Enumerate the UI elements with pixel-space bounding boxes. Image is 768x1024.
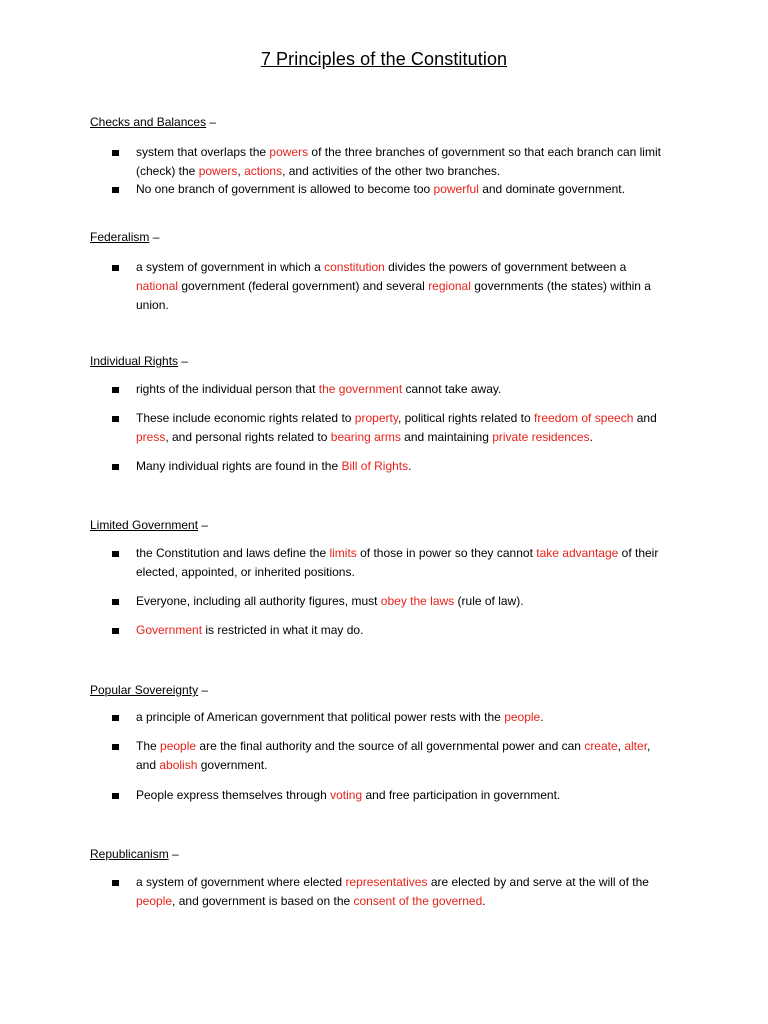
highlighted-term: powers — [269, 145, 309, 159]
bullet-text: . — [540, 710, 544, 724]
square-bullet-icon — [112, 187, 119, 193]
bullet-text: These include economic rights related to — [136, 411, 355, 425]
bullet-text: government (federal government) and several — [178, 279, 429, 293]
bullet-text: , and activities of the other two branches. — [282, 164, 501, 178]
highlighted-term: limits — [329, 546, 357, 560]
bullet-text: system that overlaps the — [136, 145, 270, 159]
section-heading — [90, 846, 690, 862]
bullet-text: , — [617, 739, 625, 753]
bullet-text: . — [408, 459, 412, 473]
bullet-text: a system of government where elected — [136, 875, 346, 889]
bullet-item — [90, 592, 668, 611]
section-heading — [90, 682, 690, 698]
square-bullet-icon — [112, 744, 119, 750]
bullet-text: rights of the individual person that — [136, 382, 319, 396]
bullet-item — [90, 786, 668, 805]
bullet-text: government. — [197, 758, 268, 772]
highlighted-term: national — [136, 279, 179, 293]
section-heading-dash: – — [206, 115, 217, 129]
bullet-item — [90, 708, 668, 727]
section-individual-rights — [90, 353, 690, 473]
highlighted-term: property — [354, 411, 398, 425]
bullet-text: are the final authority and the source of all governmental power and can — [196, 739, 585, 753]
highlighted-term: people — [136, 894, 173, 908]
page-title: 7 Principles of the Constitution — [260, 49, 508, 69]
bullet-text: . — [482, 894, 486, 908]
bullet-item — [90, 180, 668, 199]
section-heading-text: Popular Sovereignty — [90, 683, 199, 697]
highlighted-term: alter — [624, 739, 648, 753]
bullet-item — [90, 258, 668, 315]
square-bullet-icon — [112, 880, 119, 886]
section-heading-dash: – — [149, 230, 160, 244]
highlighted-term: actions — [244, 164, 283, 178]
square-bullet-icon — [112, 551, 119, 557]
bullet-text: divides the powers of government between a — [384, 260, 627, 274]
bullet-text: and dominate government. — [478, 182, 625, 196]
highlighted-term: regional — [428, 279, 471, 293]
square-bullet-icon — [112, 599, 119, 605]
highlighted-term: powers — [198, 164, 238, 178]
square-bullet-icon — [112, 464, 119, 470]
bullet-text: a system of government in which a — [136, 260, 325, 274]
section-heading-dash: – — [198, 518, 209, 532]
section-heading-dash: – — [178, 354, 189, 368]
square-bullet-icon — [112, 793, 119, 799]
section-limited-government — [90, 517, 690, 637]
highlighted-term: the government — [318, 382, 403, 396]
bullet-text: , political rights related to — [397, 411, 535, 425]
bullet-text: , and personal rights related to — [165, 430, 331, 444]
bullet-text: the Constitution and laws define the — [136, 546, 330, 560]
bullet-text: Many individual rights are found in the — [136, 459, 342, 473]
bullet-text: of the three branches of government so that each branch can limit (check) the — [136, 145, 661, 178]
bullet-text: (rule of law). — [454, 594, 524, 608]
bullet-item — [90, 621, 668, 640]
bullet-text: and — [633, 411, 657, 425]
square-bullet-icon — [112, 628, 119, 634]
bullet-text: cannot take away. — [402, 382, 502, 396]
bullet-text: are elected by and serve at the will of the — [427, 875, 649, 889]
section-popular-sovereignty — [90, 682, 690, 802]
bullet-text: , — [237, 164, 245, 178]
section-heading — [90, 114, 690, 130]
highlighted-term: people — [160, 739, 197, 753]
square-bullet-icon — [112, 715, 119, 721]
bullet-text: and maintaining — [400, 430, 493, 444]
section-heading — [90, 353, 690, 369]
bullet-text: governments (the states) within a union. — [136, 279, 651, 312]
highlighted-term: people — [504, 710, 541, 724]
highlighted-term: bearing arms — [330, 430, 401, 444]
section-heading — [90, 517, 690, 533]
bullet-item — [90, 873, 668, 911]
square-bullet-icon — [112, 416, 119, 422]
section-heading-text: Individual Rights — [90, 354, 179, 368]
highlighted-term: Government — [136, 623, 203, 637]
highlighted-term: constitution — [324, 260, 385, 274]
bullet-item — [90, 409, 668, 447]
highlighted-term: create — [584, 739, 618, 753]
bullet-text: , and — [136, 739, 651, 772]
section-heading-text: Federalism — [90, 230, 150, 244]
section-federalism — [90, 229, 690, 312]
section-heading-text: Checks and Balances — [90, 115, 207, 129]
bullet-item — [90, 457, 668, 476]
section-heading — [90, 229, 690, 245]
square-bullet-icon — [112, 150, 119, 156]
highlighted-term: obey the laws — [380, 594, 455, 608]
bullet-item — [90, 737, 668, 775]
highlighted-term: Bill of Rights — [341, 459, 409, 473]
bullet-text: People express themselves through — [136, 788, 331, 802]
bullet-text: and free participation in government. — [362, 788, 561, 802]
section-heading-dash: – — [168, 847, 179, 861]
section-heading-text: Limited Government — [90, 518, 199, 532]
bullet-text: . — [589, 430, 593, 444]
highlighted-term: freedom of speech — [534, 411, 634, 425]
section-checks-and-balances — [90, 114, 690, 196]
section-heading-dash: – — [198, 683, 209, 697]
highlighted-term: representatives — [345, 875, 428, 889]
highlighted-term: take advantage — [536, 546, 619, 560]
section-republicanism — [90, 846, 690, 908]
bullet-text: Everyone, including all authority figures, must — [136, 594, 381, 608]
square-bullet-icon — [112, 387, 119, 393]
highlighted-term: private residences — [492, 430, 590, 444]
bullet-text: No one branch of government is allowed to become too — [136, 182, 434, 196]
bullet-text: of their elected, appointed, or inherited positions. — [136, 546, 659, 579]
square-bullet-icon — [112, 265, 119, 271]
highlighted-term: press — [136, 430, 166, 444]
bullet-item — [90, 380, 668, 399]
bullet-text: is restricted in what it may do. — [202, 623, 364, 637]
bullet-text: of those in power so they cannot — [356, 546, 537, 560]
highlighted-term: abolish — [159, 758, 198, 772]
bullet-text: a principle of American government that political power rests with the — [136, 710, 505, 724]
bullet-item — [90, 544, 668, 582]
highlighted-term: consent of the governed — [353, 894, 483, 908]
bullet-text: , and government is based on the — [172, 894, 354, 908]
bullet-text: The — [136, 739, 161, 753]
bullet-item — [90, 143, 668, 181]
section-heading-text: Republicanism — [90, 847, 169, 861]
highlighted-term: powerful — [433, 182, 479, 196]
highlighted-term: voting — [330, 788, 363, 802]
